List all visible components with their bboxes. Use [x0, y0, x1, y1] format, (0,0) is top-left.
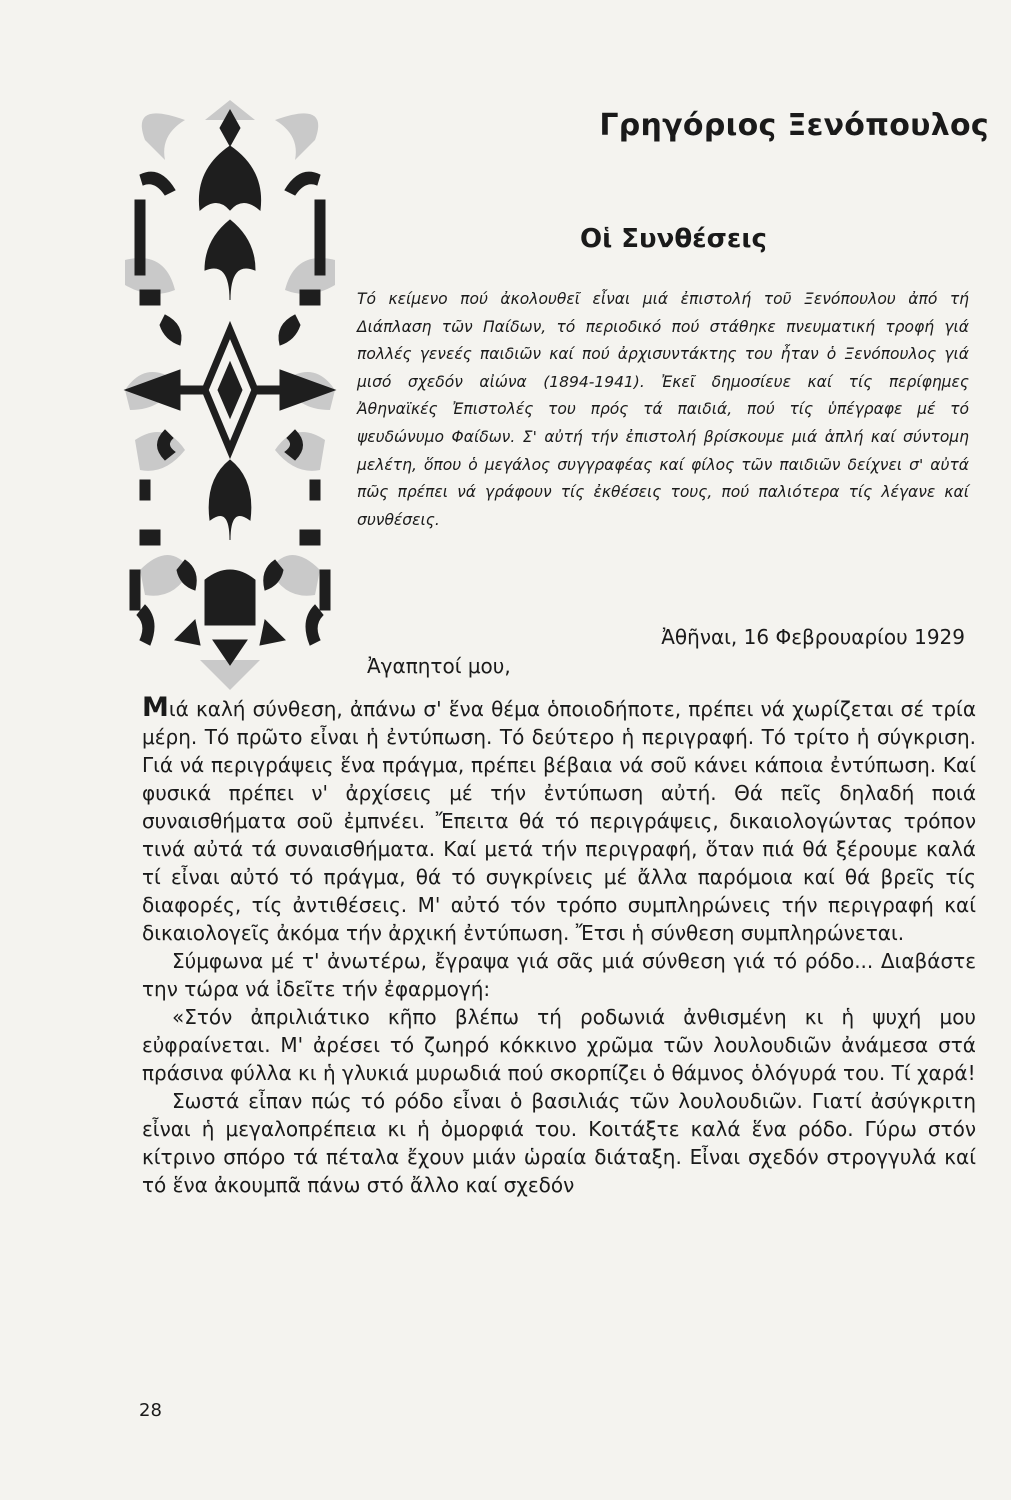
- intro-paragraph: Τό κείμενο πού ἀκολουθεῖ εἶναι μιά ἐπιστολή τοῦ Ξενόπουλου ἀπό τή Διάπλαση τῶν Παίδων, τό περιοδικό πού στάθηκε πνευματική τροφή γιά πολλές γενεές παιδιῶν καί πού ἀρχισυντάκτης του ἦταν ὁ Ξενόπουλος γιά μισό σχεδόν αἰώνα (1894-1941). Ἐκεῖ δημοσίευε καί τίς περίφημες Ἀθηναϊκές Ἐπιστολές του πρός τά παιδιά, πού τίς ὑπέγραφε μέ τό ψευδώνυμο Φαίδων. Σ' αὐτή τήν ἐπιστολή βρίσκουμε μιά ἁπλή καί σύντομη μελέτη, ὅπου ὁ μεγάλος συγγραφέας καί φίλος τῶν παιδιῶν δείχνει σ' αὐτά πῶς πρέπει νά γράφουν τίς ἐκθέσεις τους, πού παλιότερα τίς λέγανε καί συνθέσεις.: [357, 290, 969, 529]
- letter-body: [142, 694, 976, 1199]
- drop-cap: Μ: [142, 692, 169, 723]
- author-heading: Γρηγόριος Ξενόπουλος: [599, 108, 989, 143]
- letter-dateline: Ἀθῆναι, 16 Φεβρουαρίου 1929: [661, 625, 965, 649]
- article-title: Οἱ Συνθέσεις: [580, 224, 767, 254]
- page-number: 28: [139, 1400, 162, 1421]
- letter-salutation: Ἀγαπητοί μου,: [367, 654, 511, 678]
- folk-ornament-illustration: [105, 100, 355, 690]
- quoted-composition-paragraph: «Στόν ἀπριλιάτικο κῆπο βλέπω τή ροδωνιά ἀνθισμένη κι ἡ ψυχή μου εὐφραίνεται. Μ' ἀρέσει τό ζωηρό κόκκινο χρῶμα τῶν λουλουδιῶν ἀνάμεσα στά πράσινα φύλλα κι ἡ γλυκιά μυρωδιά πού σκορπίζει ὁ θάμνος ὁλόγυρά του. Τί χαρά!: [142, 1005, 976, 1085]
- body-paragraph: Σύμφωνα μέ τ' ἀνωτέρω, ἔγραψα γιά σᾶς μιά σύνθεση γιά τό ρόδο... Διαβάστε την τώρα νά ἰδεῖτε τήν ἐφαρμογή:: [142, 949, 976, 1001]
- body-paragraph: [142, 694, 976, 947]
- body-paragraph-text: ιά καλή σύνθεση, ἀπάνω σ' ἕνα θέμα ὁποιοδήποτε, πρέπει νά χωρίζεται σέ τρία μέρη. Τό πρῶτο εἶναι ἡ ἐντύπωση. Τό δεύτερο ἡ περιγραφή. Τό τρίτο ἡ σύγκριση. Γιά νά περιγράψεις ἕνα πράγμα, πρέπει βέβαια νά σοῦ κάνει κάποια ἐντύπωση. Καί φυσικά πρέπει ν' ἀρχίσεις μέ τήν ἐντύπωση αὐτή. Θά πεῖς δηλαδή ποιά συναισθήματα σοῦ ἐμπνέει. Ἔπειτα θά τό περιγράψεις, δικαιολογώντας τρόπον τινά αὐτά τά συναισθήματα. Καί μετά τήν περιγραφή, ὅταν πιά θά ξέρουμε καλά τί εἶναι αὐτό τό πράγμα, θά τό συγκρίνεις μέ ἄλλα παρόμοια καί θά βρεῖς τίς διαφορές, τίς ἀντιθέσεις. Μ' αὐτό τόν τρόπο συμπληρώνεις τήν περιγραφή καί δικαιολογεῖς ἀκόμα τήν ἀρχική ἐντύπωση. Ἔτσι ἡ σύνθεση συμπληρώνεται.: [142, 697, 976, 945]
- quoted-composition-paragraph: Σωστά εἶπαν πώς τό ρόδο εἶναι ὁ βασιλιάς τῶν λουλουδιῶν. Γιατί ἀσύγκριτη εἶναι ἡ μεγαλοπρέπεια κι ἡ ὀμορφιά του. Κοιτάξτε καλά ἕνα ρόδο. Γύρω στόν κίτρινο σπόρο τά πέταλα ἔχουν μιάν ὡραία διάταξη. Εἶναι σχεδόν στρογγυλά καί τό ἕνα ἀκουμπᾶ πάνω στό ἄλλο καί σχεδόν: [142, 1089, 976, 1197]
